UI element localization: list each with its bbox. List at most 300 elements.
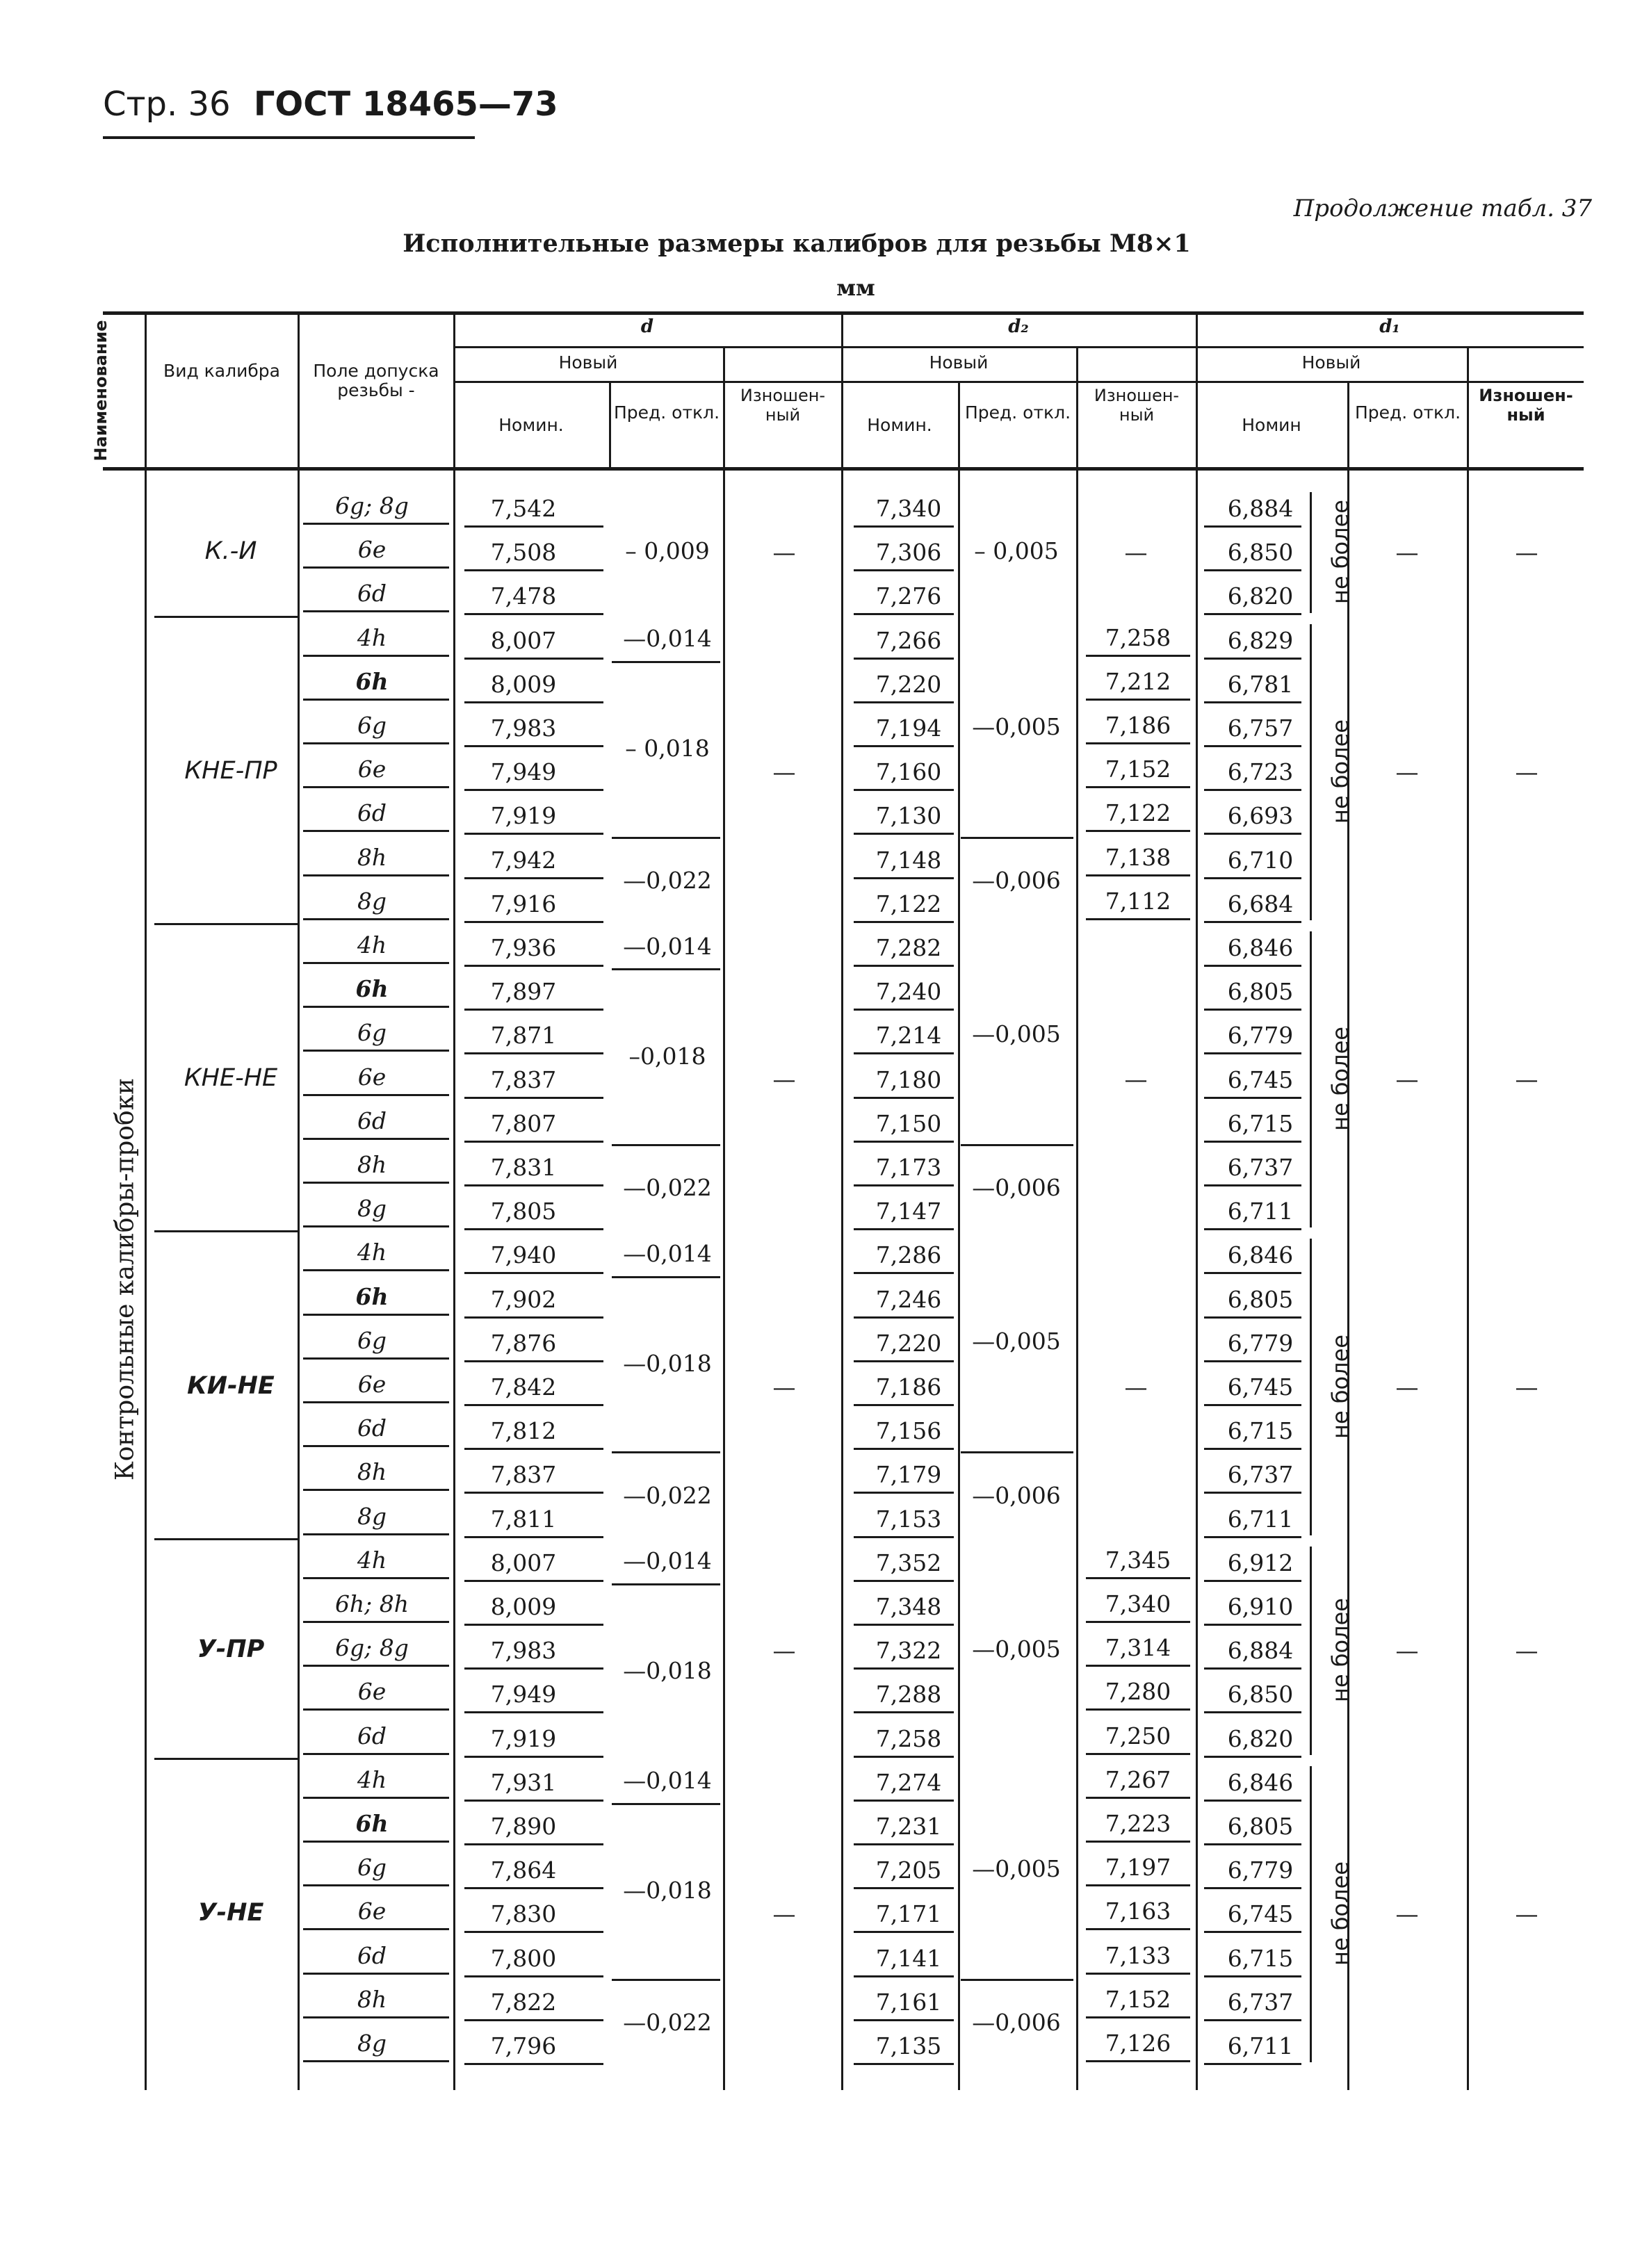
deviation-rule xyxy=(612,1451,720,1453)
col-divider xyxy=(298,467,300,2090)
d-nominal-value: 7,837 xyxy=(490,1461,557,1489)
deviation-rule xyxy=(961,1979,1073,1981)
d2-deviation-value: —0,006 xyxy=(972,1174,1061,1202)
tolerance-value: 8h xyxy=(357,1985,387,2013)
row-rule xyxy=(464,1141,603,1143)
d2-nominal-value: 7,173 xyxy=(875,1154,942,1181)
col-divider xyxy=(453,467,455,2090)
group-divider xyxy=(154,923,299,925)
d1-worn-dash: — xyxy=(1515,538,1538,566)
d2-worn-value: 7,126 xyxy=(1105,2030,1171,2057)
d2-worn-value: 7,250 xyxy=(1105,1722,1171,1749)
d-deviation-value: —0,014 xyxy=(623,1547,712,1575)
deviation-rule xyxy=(961,1451,1073,1453)
row-rule xyxy=(303,786,449,788)
row-rule xyxy=(1086,786,1190,788)
row-rule xyxy=(854,1887,954,1889)
row-rule xyxy=(303,1138,449,1140)
row-rule xyxy=(303,1797,449,1799)
header-rule xyxy=(103,136,475,139)
row-rule xyxy=(1204,921,1301,923)
gauge-type-label: У-НЕ xyxy=(197,1899,264,1927)
d2-worn-value: 7,345 xyxy=(1105,1546,1171,1574)
d-deviation-value: —0,018 xyxy=(623,1657,712,1685)
d2-nominal-value: 7,306 xyxy=(875,539,942,566)
d2-deviation-value: —0,005 xyxy=(972,1020,1061,1047)
row-rule xyxy=(464,1667,603,1670)
tolerance-value: 4h xyxy=(357,931,387,958)
d-nominal-value: 7,871 xyxy=(490,1022,557,1050)
d-nominal-value: 7,942 xyxy=(490,846,557,874)
row-rule xyxy=(303,699,449,701)
tolerance-value: 8h xyxy=(357,843,387,871)
row-rule xyxy=(303,1357,449,1360)
row-rule xyxy=(854,1052,954,1054)
tolerance-value: 6e xyxy=(357,1898,387,1925)
d-worn-dash: — xyxy=(772,538,796,566)
d-deviation-value: —0,014 xyxy=(623,1767,712,1795)
d2-nominal-value: 7,180 xyxy=(875,1066,942,1093)
row-rule xyxy=(1204,1931,1301,1933)
d2-nominal-value: 7,194 xyxy=(875,715,942,742)
row-rule xyxy=(464,1756,603,1758)
d-nominal-value: 7,919 xyxy=(490,802,557,830)
d1-nominal-value: 6,715 xyxy=(1227,1109,1294,1137)
row-rule xyxy=(1204,1228,1301,1230)
not-more-bracket xyxy=(1310,1239,1312,1535)
header-bottom-rule xyxy=(103,467,1584,471)
not-more-bracket xyxy=(1310,1547,1312,1755)
tolerance-value: 6h xyxy=(355,667,389,695)
d2-worn-dash: — xyxy=(1124,1373,1148,1401)
row-rule xyxy=(303,566,449,569)
d2-nominal-value: 7,161 xyxy=(875,1988,942,2016)
row-rule xyxy=(854,701,954,703)
d1-new-header: Новый xyxy=(1301,352,1361,373)
row-rule xyxy=(1204,1141,1301,1143)
d1-nominal-value: 6,846 xyxy=(1227,1768,1294,1796)
deviation-rule xyxy=(612,968,720,970)
d2-nominal-value: 7,266 xyxy=(875,626,942,654)
d2-nominal-value: 7,220 xyxy=(875,670,942,698)
row-rule xyxy=(854,1097,954,1099)
d-nominal-value: 7,983 xyxy=(490,715,557,742)
tolerance-value: 6d xyxy=(357,580,387,607)
tolerance-value: 4h xyxy=(357,623,387,651)
d-worn-dash: — xyxy=(772,1636,796,1664)
row-rule xyxy=(303,1314,449,1316)
d1-worn-dash: — xyxy=(1515,1900,1538,1927)
d-nominal-value: 7,890 xyxy=(490,1813,557,1840)
standard-number: ГОСТ 18465—73 xyxy=(253,85,558,124)
row-rule xyxy=(1086,918,1190,920)
row-rule xyxy=(1086,655,1190,657)
row-rule xyxy=(1204,789,1301,791)
d-nominal-value: 7,822 xyxy=(490,1988,557,2016)
row-rule xyxy=(464,1228,603,1230)
row-rule xyxy=(854,1141,954,1143)
row-rule xyxy=(303,830,449,832)
col-divider xyxy=(958,467,960,2090)
row-rule xyxy=(1204,1624,1301,1626)
d2-nominal-value: 7,122 xyxy=(875,890,942,917)
row-rule xyxy=(854,1360,954,1362)
d2-worn-value: 7,280 xyxy=(1105,1678,1171,1706)
d2-nominal-value: 7,231 xyxy=(875,1813,942,1840)
tolerance-value: 6d xyxy=(357,1941,387,1969)
d-deviation-value: —0,022 xyxy=(623,2009,712,2036)
gauge-type-label: КНЕ-ПР xyxy=(184,756,277,785)
d-nominal-value: 8,009 xyxy=(490,670,557,698)
d-nominal-value: 7,897 xyxy=(490,978,557,1006)
row-rule xyxy=(854,569,954,571)
row-rule xyxy=(303,610,449,612)
d1-nominal-value: 6,757 xyxy=(1227,715,1294,742)
row-rule xyxy=(1204,569,1301,571)
row-rule xyxy=(1204,1492,1301,1494)
row-rule xyxy=(1086,1577,1190,1579)
tolerance-value: 6e xyxy=(357,756,387,783)
d1-nominal-value: 6,884 xyxy=(1227,1637,1294,1665)
row-rule xyxy=(1086,2016,1190,2018)
col-divider xyxy=(1467,467,1469,2090)
d2-nominal-value: 7,147 xyxy=(875,1198,942,1225)
d2-nominal-value: 7,141 xyxy=(875,1944,942,1972)
d1-deviation-dash: — xyxy=(1395,538,1419,566)
row-rule xyxy=(303,655,449,657)
d1-deviation-dash: — xyxy=(1395,1636,1419,1664)
d1-deviation-dash: — xyxy=(1395,1066,1419,1093)
row-rule xyxy=(1086,874,1190,876)
d1-nominal-value: 6,710 xyxy=(1227,846,1294,874)
row-rule xyxy=(303,1050,449,1052)
d-nominal-value: 7,949 xyxy=(490,758,557,786)
d-nominal-value: 7,936 xyxy=(490,934,557,961)
d-deviation-value: —0,022 xyxy=(623,866,712,894)
row-rule xyxy=(1086,1708,1190,1711)
d-nominal-value: 7,478 xyxy=(490,582,557,610)
row-rule xyxy=(854,1580,954,1582)
row-rule xyxy=(464,1009,603,1011)
row-rule xyxy=(464,745,603,747)
d1-nominal-value: 6,820 xyxy=(1227,582,1294,610)
d-nominal-value: 8,009 xyxy=(490,1593,557,1620)
row-rule xyxy=(464,658,603,660)
d-worn-dash: — xyxy=(772,1066,796,1093)
d2-nominal-value: 7,220 xyxy=(875,1329,942,1357)
d2-nominal-value: 7,340 xyxy=(875,495,942,522)
row-rule xyxy=(854,877,954,879)
row-rule xyxy=(303,1841,449,1843)
row-rule xyxy=(854,613,954,615)
row-rule xyxy=(1086,742,1190,744)
d-nominal-value: 7,542 xyxy=(490,495,557,522)
d2-nominal-value: 7,214 xyxy=(875,1022,942,1050)
row-rule xyxy=(464,965,603,967)
row-rule xyxy=(854,1448,954,1450)
row-rule xyxy=(1086,1884,1190,1886)
row-rule xyxy=(854,1667,954,1670)
d1-nominal-value: 6,779 xyxy=(1227,1022,1294,1050)
d2-nominal-value: 7,135 xyxy=(875,2032,942,2059)
col-divider xyxy=(723,467,725,2090)
row-rule xyxy=(1204,1097,1301,1099)
tolerance-value: 6d xyxy=(357,1722,387,1749)
d1-nominal-value: 6,805 xyxy=(1227,1285,1294,1313)
d-deviation-value: —0,022 xyxy=(623,1174,712,1202)
tolerance-value: 8g xyxy=(357,1502,387,1530)
d1-nominal-value: 6,693 xyxy=(1227,802,1294,830)
d-nominal-value: 7,902 xyxy=(490,1285,557,1313)
row-rule xyxy=(1204,1887,1301,1889)
row-rule xyxy=(464,613,603,615)
d2-dev-header: Пред. откл. xyxy=(964,402,1071,423)
row-rule xyxy=(854,1711,954,1713)
gauge-type-label: У-ПР xyxy=(197,1635,265,1663)
tolerance-value: 6h xyxy=(355,1282,389,1310)
row-rule xyxy=(1204,1009,1301,1011)
d1-worn-dash: — xyxy=(1515,1373,1538,1401)
col-type-header: Вид калибра xyxy=(163,361,280,381)
row-rule xyxy=(1204,1580,1301,1582)
d1-nominal-value: 6,711 xyxy=(1227,2032,1294,2059)
col-divider xyxy=(958,382,960,468)
d2-nominal-value: 7,258 xyxy=(875,1724,942,1752)
tolerance-value: 4h xyxy=(357,1239,387,1266)
row-rule xyxy=(303,1445,449,1447)
row-rule xyxy=(303,1708,449,1711)
deviation-rule xyxy=(961,1144,1073,1146)
row-rule xyxy=(303,874,449,876)
row-rule xyxy=(1204,1756,1301,1758)
d2-nom-header: Номин. xyxy=(867,415,932,435)
tolerance-value: 6h; 8h xyxy=(334,1590,409,1617)
table-continuation: Продолжение табл. 37 xyxy=(1293,195,1592,222)
d2-new-header: Новый xyxy=(929,352,989,373)
d2-nominal-value: 7,150 xyxy=(875,1109,942,1137)
d-nominal-value: 7,831 xyxy=(490,1154,557,1181)
d1-deviation-dash: — xyxy=(1395,1900,1419,1927)
group-divider xyxy=(154,616,299,618)
col-name-header: Наименование xyxy=(91,320,111,462)
row-rule xyxy=(1204,1404,1301,1406)
d1-nominal-value: 6,820 xyxy=(1227,1724,1294,1752)
row-rule xyxy=(854,2063,954,2065)
d1-nominal-value: 6,737 xyxy=(1227,1461,1294,1489)
page-number: Стр. 36 xyxy=(103,85,231,124)
side-label: Контрольные калибры-пробки xyxy=(111,1077,140,1481)
row-rule xyxy=(464,2019,603,2021)
d1-nominal-value: 6,711 xyxy=(1227,1505,1294,1533)
d1-nominal-value: 6,715 xyxy=(1227,1417,1294,1445)
d1-nominal-value: 6,805 xyxy=(1227,1813,1294,1840)
d-nominal-value: 7,800 xyxy=(490,1944,557,1972)
d1-nominal-value: 6,737 xyxy=(1227,1154,1294,1181)
row-rule xyxy=(854,1492,954,1494)
d-worn-dash: — xyxy=(772,1373,796,1401)
row-rule xyxy=(854,1975,954,1977)
d2-nominal-value: 7,186 xyxy=(875,1373,942,1401)
d-deviation-value: —0,014 xyxy=(623,932,712,960)
row-rule xyxy=(303,1401,449,1403)
row-rule xyxy=(854,1272,954,1274)
row-rule xyxy=(1204,1316,1301,1319)
d2-worn-value: 7,122 xyxy=(1105,799,1171,827)
row-rule xyxy=(464,1052,603,1054)
row-rule xyxy=(464,2063,603,2065)
row-rule xyxy=(854,1843,954,1845)
col-d1-header: d₁ xyxy=(1379,316,1400,337)
d2-worn-value: 7,152 xyxy=(1105,756,1171,783)
tolerance-value: 8g xyxy=(357,2030,387,2057)
d1-nominal-value: 6,745 xyxy=(1227,1066,1294,1093)
d2-deviation-value: —0,005 xyxy=(972,1328,1061,1355)
d2-deviation-value: —0,006 xyxy=(972,2009,1061,2036)
d2-nominal-value: 7,179 xyxy=(875,1461,942,1489)
tolerance-value: 6g xyxy=(357,1019,387,1047)
row-rule xyxy=(1204,1667,1301,1670)
col-divider xyxy=(841,467,843,2090)
col-divider xyxy=(1076,467,1078,2090)
row-rule xyxy=(464,1316,603,1319)
row-rule xyxy=(1204,2019,1301,2021)
d2-worn-value: 7,212 xyxy=(1105,667,1171,695)
d-deviation-value: —0,018 xyxy=(623,1350,712,1377)
d2-nominal-value: 7,130 xyxy=(875,802,942,830)
row-rule xyxy=(1204,1272,1301,1274)
tolerance-value: 6g xyxy=(357,1854,387,1882)
d1-worn-header: Изношен-ный xyxy=(1479,386,1573,425)
tolerance-value: 6h xyxy=(355,1810,389,1837)
header-rule xyxy=(453,346,1584,348)
d2-deviation-value: —0,006 xyxy=(972,1481,1061,1509)
d1-nominal-value: 6,846 xyxy=(1227,934,1294,961)
d2-nominal-value: 7,282 xyxy=(875,934,942,961)
row-rule xyxy=(854,1756,954,1758)
row-rule xyxy=(854,1931,954,1933)
row-rule xyxy=(303,1489,449,1491)
deviation-rule xyxy=(612,1803,720,1805)
d1-deviation-dash: — xyxy=(1395,1373,1419,1401)
d2-nominal-value: 7,240 xyxy=(875,978,942,1006)
row-rule xyxy=(854,1404,954,1406)
row-rule xyxy=(1086,830,1190,832)
d-nominal-value: 8,007 xyxy=(490,1549,557,1576)
row-rule xyxy=(464,525,603,528)
row-rule xyxy=(1204,1975,1301,1977)
d-worn-header: Изношен-ный xyxy=(740,386,826,425)
d-nominal-value: 7,842 xyxy=(490,1373,557,1401)
row-rule xyxy=(464,1711,603,1713)
d2-deviation-value: —0,005 xyxy=(972,1635,1061,1663)
row-rule xyxy=(303,1533,449,1535)
row-rule xyxy=(464,877,603,879)
group-divider xyxy=(154,1758,299,1760)
row-rule xyxy=(303,918,449,920)
d1-nominal-value: 6,884 xyxy=(1227,495,1294,522)
d1-nominal-value: 6,781 xyxy=(1227,670,1294,698)
d-new-header: Новый xyxy=(558,352,618,373)
row-rule xyxy=(464,1887,603,1889)
not-more-bracket xyxy=(1310,1766,1312,2062)
row-rule xyxy=(1204,525,1301,528)
not-more-label: не более xyxy=(1327,499,1354,604)
row-rule xyxy=(464,1975,603,1977)
row-rule xyxy=(854,965,954,967)
d2-worn-value: 7,133 xyxy=(1105,1941,1171,1969)
d2-nominal-value: 7,205 xyxy=(875,1857,942,1884)
d1-deviation-dash: — xyxy=(1395,758,1419,785)
row-rule xyxy=(464,1360,603,1362)
row-rule xyxy=(303,1665,449,1667)
not-more-label: не более xyxy=(1327,1334,1354,1439)
d-nominal-value: 7,876 xyxy=(490,1329,557,1357)
col-d-header: d xyxy=(640,316,654,337)
row-rule xyxy=(303,1006,449,1008)
d-nominal-value: 7,940 xyxy=(490,1241,557,1269)
d2-nominal-value: 7,352 xyxy=(875,1549,942,1576)
row-rule xyxy=(303,1182,449,1184)
row-rule xyxy=(1204,745,1301,747)
tolerance-value: 6g xyxy=(357,712,387,739)
row-rule xyxy=(1086,1928,1190,1930)
row-rule xyxy=(1086,1621,1190,1623)
row-rule xyxy=(1086,2060,1190,2062)
d2-worn-value: 7,197 xyxy=(1105,1854,1171,1882)
tolerance-value: 6g; 8g xyxy=(335,492,409,519)
row-rule xyxy=(464,1404,603,1406)
d2-deviation-value: —0,005 xyxy=(972,712,1061,740)
col-divider xyxy=(298,311,300,468)
deviation-rule xyxy=(612,1583,720,1585)
d2-worn-value: 7,258 xyxy=(1105,623,1171,651)
d2-nominal-value: 7,153 xyxy=(875,1505,942,1533)
row-rule xyxy=(464,1448,603,1450)
col-divider xyxy=(609,382,611,468)
d2-worn-value: 7,163 xyxy=(1105,1898,1171,1925)
row-rule xyxy=(854,658,954,660)
row-rule xyxy=(464,833,603,835)
row-rule xyxy=(1086,1753,1190,1755)
tolerance-value: 8g xyxy=(357,887,387,915)
not-more-label: не более xyxy=(1327,1027,1354,1132)
d1-nominal-value: 6,723 xyxy=(1227,758,1294,786)
d2-nominal-value: 7,148 xyxy=(875,846,942,874)
row-rule xyxy=(854,1536,954,1538)
row-rule xyxy=(1204,877,1301,879)
row-rule xyxy=(1204,658,1301,660)
row-rule xyxy=(303,1225,449,1227)
row-rule xyxy=(464,1272,603,1274)
not-more-bracket xyxy=(1310,931,1312,1227)
row-rule xyxy=(464,1624,603,1626)
deviation-rule xyxy=(612,661,720,663)
row-rule xyxy=(854,833,954,835)
d2-nominal-value: 7,156 xyxy=(875,1417,942,1445)
row-rule xyxy=(464,789,603,791)
deviation-rule xyxy=(961,837,1073,839)
row-rule xyxy=(1204,1184,1301,1186)
row-rule xyxy=(303,1884,449,1886)
d2-worn-value: 7,186 xyxy=(1105,712,1171,739)
d1-nominal-value: 6,711 xyxy=(1227,1198,1294,1225)
row-rule xyxy=(303,962,449,964)
row-rule xyxy=(854,1228,954,1230)
tolerance-value: 6e xyxy=(357,536,387,564)
col-d2-header: d₂ xyxy=(1008,316,1029,337)
d2-nominal-value: 7,276 xyxy=(875,582,942,610)
row-rule xyxy=(854,1624,954,1626)
